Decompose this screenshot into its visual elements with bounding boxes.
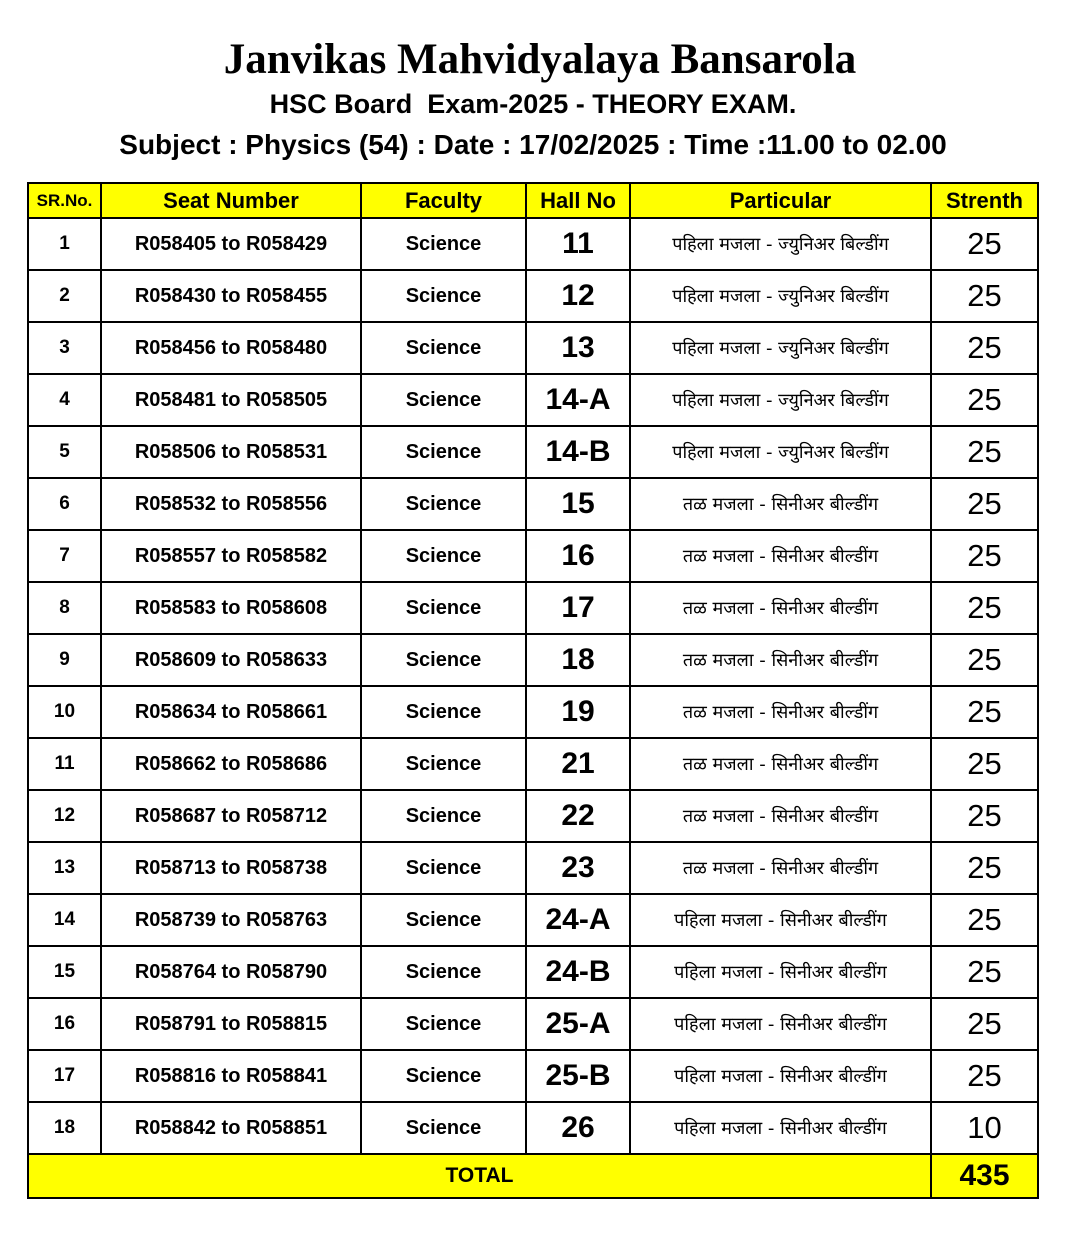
strength-cell: 25	[931, 270, 1038, 322]
strength-cell: 25	[931, 218, 1038, 270]
hall-no-cell: 16	[526, 530, 630, 582]
strength-cell: 25	[931, 478, 1038, 530]
hall-no-cell: 11	[526, 218, 630, 270]
seat-number-cell: R058506 to R058531	[101, 426, 361, 478]
faculty-cell: Science	[361, 374, 526, 426]
hall-no-cell: 14-B	[526, 426, 630, 478]
hall-no-cell: 19	[526, 686, 630, 738]
table-row	[28, 270, 1038, 322]
seat-number-cell: R058609 to R058633	[101, 634, 361, 686]
sr-no-cell: 9	[28, 634, 101, 686]
table-header-row	[28, 183, 1038, 218]
particular-cell: तळ मजला - सिनीअर बील्डींग	[630, 738, 931, 790]
total-value: 435	[931, 1154, 1038, 1198]
particular-cell: पहिला मजला - ज्युनिअर बिल्डींग	[630, 218, 931, 270]
seat-number-cell: R058481 to R058505	[101, 374, 361, 426]
hall-no-cell: 13	[526, 322, 630, 374]
faculty-cell: Science	[361, 998, 526, 1050]
sr-no-cell: 2	[28, 270, 101, 322]
particular-cell: तळ मजला - सिनीअर बील्डींग	[630, 842, 931, 894]
table-row	[28, 530, 1038, 582]
particular-cell: पहिला मजला - ज्युनिअर बिल्डींग	[630, 374, 931, 426]
strength-cell: 25	[931, 738, 1038, 790]
table-row	[28, 426, 1038, 478]
seat-number-cell: R058557 to R058582	[101, 530, 361, 582]
strength-cell: 25	[931, 790, 1038, 842]
table-row	[28, 842, 1038, 894]
table-row	[28, 790, 1038, 842]
sr-no-cell: 15	[28, 946, 101, 998]
table-row	[28, 374, 1038, 426]
hall-no-cell: 25-B	[526, 1050, 630, 1102]
table-row	[28, 478, 1038, 530]
particular-cell: पहिला मजला - सिनीअर बील्डींग	[630, 1102, 931, 1154]
total-label: TOTAL	[28, 1154, 931, 1198]
hall-no-cell: 24-B	[526, 946, 630, 998]
faculty-cell: Science	[361, 1102, 526, 1154]
sr-no-cell: 11	[28, 738, 101, 790]
particular-cell: पहिला मजला - सिनीअर बील्डींग	[630, 998, 931, 1050]
faculty-cell: Science	[361, 790, 526, 842]
col-header-strength: Strenth	[931, 183, 1038, 218]
strength-cell: 25	[931, 374, 1038, 426]
hall-no-cell: 26	[526, 1102, 630, 1154]
sr-no-cell: 18	[28, 1102, 101, 1154]
seat-number-cell: R058532 to R058556	[101, 478, 361, 530]
sr-no-cell: 12	[28, 790, 101, 842]
seat-number-cell: R058739 to R058763	[101, 894, 361, 946]
faculty-cell: Science	[361, 426, 526, 478]
particular-cell: तळ मजला - सिनीअर बील्डींग	[630, 686, 931, 738]
particular-cell: पहिला मजला - ज्युनिअर बिल्डींग	[630, 322, 931, 374]
particular-cell: पहिला मजला - ज्युनिअर बिल्डींग	[630, 426, 931, 478]
hall-no-cell: 21	[526, 738, 630, 790]
sr-no-cell: 16	[28, 998, 101, 1050]
faculty-cell: Science	[361, 530, 526, 582]
sr-no-cell: 7	[28, 530, 101, 582]
strength-cell: 25	[931, 634, 1038, 686]
hall-no-cell: 22	[526, 790, 630, 842]
strength-cell: 25	[931, 946, 1038, 998]
faculty-cell: Science	[361, 1050, 526, 1102]
particular-cell: पहिला मजला - सिनीअर बील्डींग	[630, 946, 931, 998]
seat-number-cell: R058816 to R058841	[101, 1050, 361, 1102]
strength-cell: 25	[931, 894, 1038, 946]
seat-number-cell: R058634 to R058661	[101, 686, 361, 738]
faculty-cell: Science	[361, 894, 526, 946]
total-row	[28, 1154, 1038, 1198]
table-row	[28, 1102, 1038, 1154]
seat-number-cell: R058456 to R058480	[101, 322, 361, 374]
col-header-faculty: Faculty	[361, 183, 526, 218]
faculty-cell: Science	[361, 582, 526, 634]
particular-cell: तळ मजला - सिनीअर बील्डींग	[630, 478, 931, 530]
seat-number-cell: R058430 to R058455	[101, 270, 361, 322]
hall-no-cell: 14-A	[526, 374, 630, 426]
particular-cell: तळ मजला - सिनीअर बील्डींग	[630, 634, 931, 686]
sr-no-cell: 8	[28, 582, 101, 634]
sr-no-cell: 17	[28, 1050, 101, 1102]
table-row	[28, 322, 1038, 374]
seat-number-cell: R058583 to R058608	[101, 582, 361, 634]
hall-no-cell: 18	[526, 634, 630, 686]
strength-cell: 25	[931, 426, 1038, 478]
table-row	[28, 582, 1038, 634]
hall-no-cell: 23	[526, 842, 630, 894]
seat-number-cell: R058842 to R058851	[101, 1102, 361, 1154]
sr-no-cell: 4	[28, 374, 101, 426]
sr-no-cell: 13	[28, 842, 101, 894]
col-header-hall-no: Hall No	[526, 183, 630, 218]
col-header-particular: Particular	[630, 183, 931, 218]
particular-cell: तळ मजला - सिनीअर बील्डींग	[630, 582, 931, 634]
seat-number-cell: R058687 to R058712	[101, 790, 361, 842]
strength-cell: 25	[931, 686, 1038, 738]
hall-no-cell: 24-A	[526, 894, 630, 946]
table-row	[28, 946, 1038, 998]
seat-number-cell: R058791 to R058815	[101, 998, 361, 1050]
strength-cell: 25	[931, 322, 1038, 374]
sr-no-cell: 5	[28, 426, 101, 478]
col-header-seat-number: Seat Number	[101, 183, 361, 218]
table-row	[28, 894, 1038, 946]
strength-cell: 25	[931, 530, 1038, 582]
sr-no-cell: 6	[28, 478, 101, 530]
faculty-cell: Science	[361, 738, 526, 790]
particular-cell: तळ मजला - सिनीअर बील्डींग	[630, 530, 931, 582]
particular-cell: पहिला मजला - सिनीअर बील्डींग	[630, 894, 931, 946]
hall-no-cell: 15	[526, 478, 630, 530]
sr-no-cell: 1	[28, 218, 101, 270]
faculty-cell: Science	[361, 218, 526, 270]
sr-no-cell: 14	[28, 894, 101, 946]
seat-number-cell: R058713 to R058738	[101, 842, 361, 894]
table-row	[28, 218, 1038, 270]
exam-line: HSC Board Exam-2025 - THEORY EXAM.	[269, 89, 797, 119]
hall-no-cell: 25-A	[526, 998, 630, 1050]
table-row	[28, 686, 1038, 738]
particular-cell: तळ मजला - सिनीअर बील्डींग	[630, 790, 931, 842]
strength-cell: 10	[931, 1102, 1038, 1154]
page-title: Janvikas Mahvidyalaya Bansarola	[223, 36, 857, 83]
seat-number-cell: R058764 to R058790	[101, 946, 361, 998]
strength-cell: 25	[931, 582, 1038, 634]
seat-number-cell: R058405 to R058429	[101, 218, 361, 270]
table-row	[28, 998, 1038, 1050]
faculty-cell: Science	[361, 270, 526, 322]
col-header-sr-no: SR.No.	[28, 183, 101, 218]
hall-no-cell: 17	[526, 582, 630, 634]
subject-line: Subject : Physics (54) : Date : 17/02/2025 : Time :11.00 to 02.00	[119, 129, 947, 160]
sr-no-cell: 10	[28, 686, 101, 738]
table-row	[28, 738, 1038, 790]
faculty-cell: Science	[361, 842, 526, 894]
particular-cell: पहिला मजला - सिनीअर बील्डींग	[630, 1050, 931, 1102]
seat-number-cell: R058662 to R058686	[101, 738, 361, 790]
faculty-cell: Science	[361, 634, 526, 686]
faculty-cell: Science	[361, 686, 526, 738]
faculty-cell: Science	[361, 946, 526, 998]
strength-cell: 25	[931, 842, 1038, 894]
faculty-cell: Science	[361, 322, 526, 374]
strength-cell: 25	[931, 1050, 1038, 1102]
sr-no-cell: 3	[28, 322, 101, 374]
table-row	[28, 634, 1038, 686]
particular-cell: पहिला मजला - ज्युनिअर बिल्डींग	[630, 270, 931, 322]
seating-table	[27, 182, 1039, 1199]
hall-no-cell: 12	[526, 270, 630, 322]
strength-cell: 25	[931, 998, 1038, 1050]
faculty-cell: Science	[361, 478, 526, 530]
table-row	[28, 1050, 1038, 1102]
